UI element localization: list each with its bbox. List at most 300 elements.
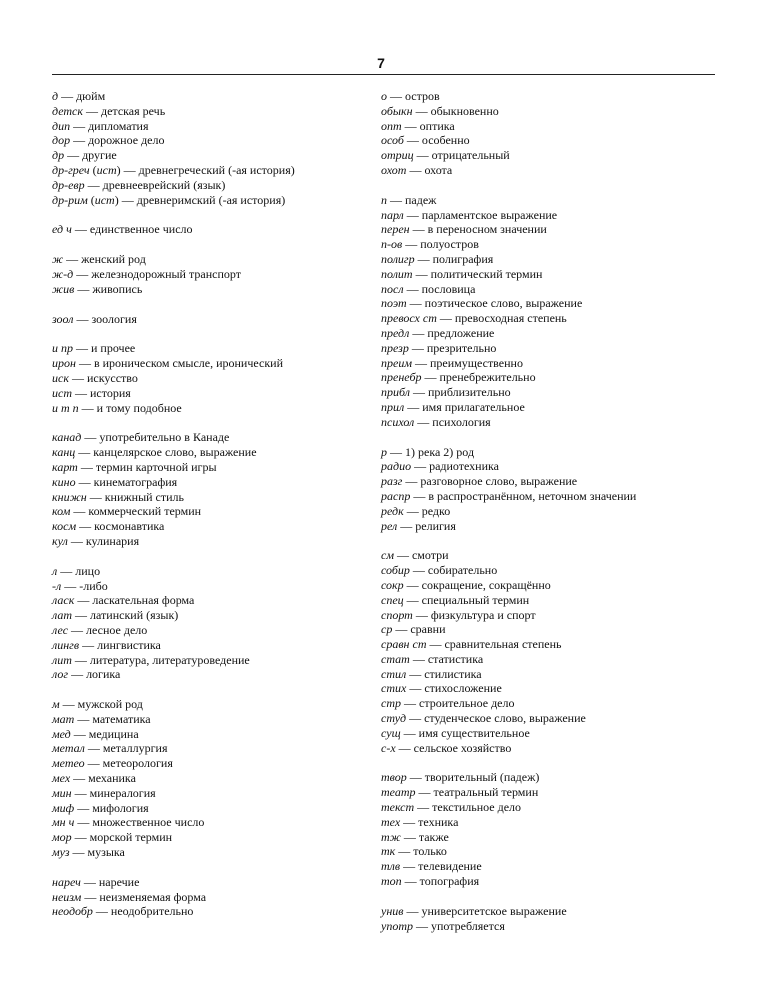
abbreviation: ирон	[52, 356, 76, 371]
abbreviation-entry: канц — канцелярское слово, выражение	[52, 445, 257, 460]
abbreviation-meaning: собирательно	[427, 563, 498, 578]
abbreviation: кул	[52, 533, 68, 548]
abbreviation: карт	[52, 459, 78, 474]
abbreviation-meaning: литература, литературоведение	[89, 652, 250, 667]
abbreviation-meaning: театральный термин	[433, 785, 539, 800]
abbreviation-entry: м — мужской род	[52, 697, 143, 712]
abbreviation-entry: лат — латинский (язык)	[52, 608, 179, 623]
abbreviation-entry: мед — медицина	[52, 726, 139, 741]
abbreviation-meaning: отрицательный	[431, 148, 510, 163]
abbreviation-meaning: специальный термин	[421, 592, 530, 607]
abbreviation: дор	[52, 133, 71, 148]
abbreviation-entry: обыкн — обыкновенно	[381, 103, 499, 118]
abbreviation: пренебр	[381, 370, 422, 385]
abbreviation: парл	[381, 207, 404, 222]
abbreviation-meaning: студенческое слово, выражение	[424, 711, 586, 726]
abbreviation-entry: текст — текстильное дело	[381, 800, 522, 815]
abbreviation-entry: лес — лесное дело	[52, 622, 148, 637]
abbreviation-group	[52, 697, 372, 860]
abbreviation-entry: нареч — наречие	[52, 874, 140, 889]
abbreviation-meaning: единственное число	[89, 222, 193, 237]
abbreviation-group	[52, 564, 372, 682]
abbreviation: неодобр	[52, 904, 93, 919]
abbreviation-entry: редк — редко	[381, 503, 451, 518]
abbreviation-meaning: термин карточной игры	[95, 459, 217, 474]
abbreviation-meaning: ласкательная форма	[92, 593, 195, 608]
abbreviation-meaning: имя существительное	[418, 725, 530, 740]
abbreviation: мн ч	[52, 815, 75, 830]
abbreviation-meaning: музыка	[87, 845, 125, 860]
abbreviation: лит	[52, 652, 72, 667]
abbreviation-meaning: разговорное слово, выражение	[420, 474, 578, 489]
abbreviation-meaning: редко	[421, 503, 451, 518]
abbreviation-entry: тж — также	[381, 829, 449, 844]
abbreviation-group	[52, 222, 372, 237]
abbreviation-entry: опт — оптика	[381, 118, 455, 133]
abbreviation-entry: полигр — полиграфия	[381, 251, 494, 266]
abbreviation-group	[381, 770, 701, 888]
abbreviation-meaning: только	[413, 844, 447, 859]
abbreviation-meaning: древнееврейский (язык)	[102, 177, 226, 192]
abbreviation-entry: сокр — сокращение, сокращённо	[381, 577, 551, 592]
abbreviation-entry: канад — употребительно в Канаде	[52, 430, 230, 445]
abbreviation-entry: топ — топография	[381, 874, 480, 889]
abbreviation-entry: детск — детская речь	[52, 103, 166, 118]
abbreviation: полит	[381, 266, 413, 281]
abbreviation: собир	[381, 563, 410, 578]
abbreviation: стр	[381, 696, 401, 711]
page-number: 7	[377, 55, 385, 71]
abbreviation-entry: мин — минералогия	[52, 785, 156, 800]
abbreviation-entry: лит — литература, литературоведение	[52, 652, 250, 667]
abbreviation-entry: радио — радиотехника	[381, 459, 500, 474]
abbreviation-meaning: 1) река 2) род	[405, 444, 475, 459]
abbreviation: см	[381, 548, 394, 563]
abbreviation-entry: ласк — ласкательная форма	[52, 593, 195, 608]
abbreviation-meaning: механика	[88, 771, 136, 786]
abbreviation: л	[52, 563, 58, 578]
abbreviation-entry: с-х — сельское хозяйство	[381, 740, 512, 755]
abbreviation-entry: ирон — в ироническом смысле, иронический	[52, 356, 284, 371]
abbreviation-meaning: университетское выражение	[421, 903, 567, 918]
abbreviation-meaning: кинематография	[93, 474, 178, 489]
abbreviation-entry: мн ч — множественное число	[52, 815, 205, 830]
abbreviation-meaning: физкультура и спорт	[430, 607, 536, 622]
abbreviation: рел	[381, 518, 398, 533]
abbreviation: п-ов	[381, 237, 403, 252]
abbreviation-entry: поэт — поэтическое слово, выражение	[381, 296, 583, 311]
abbreviation: ж	[52, 252, 64, 267]
abbreviation-group	[52, 875, 372, 919]
abbreviation: прибл	[381, 385, 410, 400]
abbreviation-group	[52, 341, 372, 415]
abbreviation: -л	[52, 578, 62, 593]
abbreviation-entry: стр — строительное дело	[381, 696, 515, 711]
abbreviation-meaning: канцелярское слово, выражение	[93, 445, 257, 460]
abbreviation-entry: преим — преимущественно	[381, 355, 523, 370]
abbreviation: стих	[381, 681, 407, 696]
abbreviation-entry: ср — сравни	[381, 622, 446, 637]
abbreviation-entry: кино — кинематография	[52, 474, 178, 489]
abbreviation: превосх ст	[381, 311, 437, 326]
abbreviation-qualifier: ист	[94, 192, 115, 207]
abbreviation-meaning: древнегреческий (-ая история)	[138, 162, 295, 177]
abbreviation: лес	[52, 622, 69, 637]
abbreviation-meaning: мифология	[92, 800, 149, 815]
abbreviation-group	[381, 89, 701, 178]
abbreviation-entry: жив — живопись	[52, 281, 143, 296]
abbreviation-entry: собир — собирательно	[381, 563, 498, 578]
abbreviation-entry: стих — стихосложение	[381, 681, 502, 696]
abbreviation-entry: книжн — книжный стиль	[52, 489, 185, 504]
abbreviation-meaning: медицина	[88, 726, 139, 741]
abbreviation-meaning: книжный стиль	[104, 489, 185, 504]
abbreviation-entry: прил — имя прилагательное	[381, 399, 525, 414]
right-column	[381, 89, 701, 948]
abbreviation-meaning: кулинария	[85, 533, 140, 548]
abbreviation: отриц	[381, 148, 414, 163]
abbreviation-entry: зоол — зоология	[52, 311, 137, 326]
abbreviation-meaning: приблизительно	[427, 385, 511, 400]
abbreviation-meaning: употребительно в Канаде	[99, 430, 230, 445]
abbreviation-meaning: и прочее	[91, 341, 136, 356]
abbreviation: ком	[52, 504, 71, 519]
abbreviation-meaning: неизменяемая форма	[99, 889, 207, 904]
abbreviation-meaning: стилистика	[424, 666, 482, 681]
abbreviation-meaning: пренебрежительно	[439, 370, 536, 385]
abbreviation: текст	[381, 800, 415, 815]
abbreviation-meaning: падеж	[405, 192, 437, 207]
abbreviation-entry: дор — дорожное дело	[52, 133, 165, 148]
abbreviation: полигр	[381, 251, 415, 266]
abbreviation: предл	[381, 325, 410, 340]
abbreviation-meaning: сельское хозяйство	[413, 740, 512, 755]
abbreviation: тех	[381, 814, 401, 829]
abbreviation-entry: ед ч — единственное число	[52, 222, 193, 237]
abbreviation-entry: охот — охота	[381, 162, 453, 177]
abbreviation-meaning: космонавтика	[94, 519, 165, 534]
abbreviation-entry: мор — морской термин	[52, 830, 173, 845]
abbreviation-entry: перен — в переносном значении	[381, 222, 547, 237]
abbreviation-meaning: поэтическое слово, выражение	[424, 296, 583, 311]
abbreviation-entry: тех — техника	[381, 814, 459, 829]
abbreviation: иск	[52, 370, 69, 385]
abbreviation-entry: употр — употребляется	[381, 918, 505, 933]
abbreviation-meaning: радиотехника	[429, 459, 500, 474]
abbreviation-group	[381, 445, 701, 534]
header-rule	[52, 74, 715, 75]
abbreviation-entry: метео — метеорология	[52, 756, 173, 771]
abbreviation-meaning: искусство	[86, 370, 138, 385]
abbreviation-entry: иск — искусство	[52, 370, 138, 385]
abbreviation: употр	[381, 918, 413, 933]
abbreviation-meaning: полиграфия	[432, 251, 494, 266]
abbreviation: метал	[52, 741, 85, 756]
abbreviation: др-рим	[52, 192, 88, 207]
abbreviation-entry: ж — женский род	[52, 252, 146, 267]
abbreviation-entry: -л — -либо	[52, 578, 108, 593]
abbreviation: мат	[52, 711, 75, 726]
abbreviation-group	[52, 430, 372, 548]
abbreviation: миф	[52, 800, 75, 815]
abbreviation-entry: стат — статистика	[381, 651, 484, 666]
abbreviation-entry: разг — разговорное слово, выражение	[381, 474, 578, 489]
abbreviation-group	[381, 193, 701, 430]
abbreviation-entry: п-ов — полуостров	[381, 237, 479, 252]
abbreviation-meaning: пословица	[421, 281, 476, 296]
abbreviation: тк	[381, 844, 396, 859]
abbreviation: перен	[381, 222, 410, 237]
abbreviation-meaning: стихосложение	[424, 681, 502, 696]
abbreviation-entry: ком — коммерческий термин	[52, 504, 202, 519]
abbreviation-entry: др-рим (ист) — древнеримский (-ая история)	[52, 192, 286, 207]
abbreviation: спец	[381, 592, 404, 607]
abbreviation: муз	[52, 845, 70, 860]
abbreviation: с-х	[381, 740, 396, 755]
abbreviation-entry: неизм — неизменяемая форма	[52, 889, 207, 904]
abbreviation-meaning: множественное число	[92, 815, 205, 830]
abbreviation-entry: лог — логика	[52, 667, 121, 682]
abbreviation: разг	[381, 474, 403, 489]
abbreviation-meaning: лесное дело	[86, 622, 148, 637]
abbreviation-meaning: лингвистика	[97, 637, 161, 652]
abbreviation: и т п	[52, 400, 79, 415]
abbreviation-entry: метал — металлургия	[52, 741, 168, 756]
abbreviation-entry: др — другие	[52, 148, 117, 163]
abbreviation-meaning: религия	[415, 518, 456, 533]
abbreviation: и пр	[52, 341, 73, 356]
abbreviation: унив	[381, 903, 404, 918]
abbreviation: детск	[52, 103, 83, 118]
abbreviation-entry: см — смотри	[381, 548, 449, 563]
abbreviation-entry: л — лицо	[52, 563, 101, 578]
abbreviation-entry: ист — история	[52, 385, 131, 400]
abbreviation-meaning: другие	[82, 148, 117, 163]
abbreviation-qualifier: ист	[96, 162, 117, 177]
abbreviation-meaning: в ироническом смысле, иронический	[93, 356, 284, 371]
abbreviation: мор	[52, 830, 72, 845]
abbreviation-entry: мат — математика	[52, 711, 151, 726]
abbreviation-meaning: дипломатия	[88, 118, 149, 133]
abbreviation-meaning: оптика	[419, 118, 455, 133]
abbreviation-meaning: древнеримский (-ая история)	[136, 192, 286, 207]
abbreviation-meaning: презрительно	[426, 340, 497, 355]
abbreviation-entry: прибл — приблизительно	[381, 385, 511, 400]
abbreviation-entry: сравн ст — сравнительная степень	[381, 637, 562, 652]
abbreviation: обыкн	[381, 103, 413, 118]
abbreviation: о	[381, 89, 387, 103]
abbreviation: поэт	[381, 296, 407, 311]
abbreviation-entry: парл — парламентское выражение	[381, 207, 558, 222]
abbreviation-group	[52, 89, 372, 207]
abbreviation-entry: психол — психология	[381, 414, 491, 429]
abbreviation: стил	[381, 666, 407, 681]
abbreviation-meaning: употребляется	[431, 918, 505, 933]
abbreviation-meaning: -либо	[79, 578, 108, 593]
abbreviation: др	[52, 148, 65, 163]
left-column	[52, 89, 372, 934]
abbreviation-meaning: латинский (язык)	[90, 608, 179, 623]
abbreviation-entry: др-греч (ист) — древнегреческий (-ая история)	[52, 162, 295, 177]
abbreviation: охот	[381, 162, 407, 177]
abbreviation-entry: презр — презрительно	[381, 340, 497, 355]
abbreviation-entry: посл — пословица	[381, 281, 476, 296]
abbreviation-entry: муз — музыка	[52, 845, 125, 860]
abbreviation: распр	[381, 488, 411, 503]
abbreviation-entry: др-евр — древнееврейский (язык)	[52, 177, 226, 192]
abbreviation: посл	[381, 281, 404, 296]
abbreviation: лат	[52, 608, 73, 623]
abbreviation-meaning: превосходная степень	[454, 311, 567, 326]
abbreviation-group	[381, 548, 701, 755]
abbreviation-meaning: сравнительная степень	[444, 637, 562, 652]
abbreviation: лог	[52, 667, 69, 682]
abbreviation: нареч	[52, 874, 81, 889]
abbreviation-meaning: и тому подобное	[96, 400, 182, 415]
abbreviation-meaning: творительный (падеж)	[424, 770, 540, 785]
abbreviation-entry: миф — мифология	[52, 800, 149, 815]
abbreviation: д	[52, 89, 59, 103]
abbreviation-meaning: текстильное дело	[432, 800, 522, 815]
abbreviation: спорт	[381, 607, 413, 622]
abbreviation-entry: косм — космонавтика	[52, 519, 165, 534]
abbreviation: сокр	[381, 577, 404, 592]
abbreviation: канад	[52, 430, 82, 445]
abbreviation: сущ	[381, 725, 401, 740]
abbreviation: кино	[52, 474, 76, 489]
abbreviation-meaning: метеорология	[102, 756, 173, 771]
abbreviation-meaning: техника	[418, 814, 459, 829]
abbreviation-entry: распр — в распространённом, неточном значении	[381, 488, 637, 503]
abbreviation-entry: и пр — и прочее	[52, 341, 136, 356]
abbreviation: книжн	[52, 489, 87, 504]
abbreviation-meaning: детская речь	[101, 103, 166, 118]
abbreviation-entry: стил — стилистика	[381, 666, 482, 681]
abbreviation-meaning: живопись	[92, 281, 143, 296]
abbreviation-entry: особ — особенно	[381, 133, 470, 148]
abbreviation-meaning: остров	[405, 89, 440, 103]
abbreviation: опт	[381, 118, 402, 133]
abbreviation-meaning: имя прилагательное	[422, 399, 525, 414]
abbreviation: радио	[381, 459, 412, 474]
abbreviation-meaning: женский род	[81, 252, 146, 267]
abbreviation: тлв	[381, 859, 401, 874]
abbreviation-meaning: в переносном значении	[427, 222, 547, 237]
abbreviation: твор	[381, 770, 407, 785]
abbreviation: канц	[52, 445, 76, 460]
abbreviation: др-греч	[52, 162, 90, 177]
abbreviation: прил	[381, 399, 405, 414]
abbreviation: ед ч	[52, 222, 72, 237]
abbreviation-meaning: металлургия	[102, 741, 168, 756]
abbreviation-entry: тлв — телевидение	[381, 859, 482, 874]
abbreviation-entry: спорт — физкультура и спорт	[381, 607, 536, 622]
abbreviation-entry: п — падеж	[381, 192, 437, 207]
abbreviation: зоол	[52, 311, 74, 326]
abbreviation-entry: тк — только	[381, 844, 447, 859]
abbreviation: дип	[52, 118, 71, 133]
abbreviation: косм	[52, 519, 77, 534]
abbreviation: ж-д	[52, 266, 74, 281]
abbreviation-entry: рел — религия	[381, 518, 456, 533]
abbreviation: р	[381, 444, 387, 459]
abbreviation: тж	[381, 829, 401, 844]
abbreviation-group	[381, 904, 701, 934]
abbreviation: ласк	[52, 593, 75, 608]
abbreviation-meaning: смотри	[411, 548, 449, 563]
abbreviation-entry: сущ — имя существительное	[381, 725, 530, 740]
abbreviation-entry: лингв — лингвистика	[52, 637, 161, 652]
abbreviation: студ	[381, 711, 407, 726]
abbreviation-meaning: политический термин	[430, 266, 543, 281]
abbreviation-group	[52, 252, 372, 296]
abbreviation: презр	[381, 340, 409, 355]
abbreviation: жив	[52, 281, 75, 296]
abbreviation-meaning: психология	[432, 414, 491, 429]
abbreviation: мин	[52, 785, 72, 800]
abbreviation-entry: студ — студенческое слово, выражение	[381, 711, 586, 726]
abbreviation-meaning: математика	[92, 711, 151, 726]
abbreviation-meaning: коммерческий термин	[88, 504, 202, 519]
abbreviation-meaning: преимущественно	[429, 355, 523, 370]
abbreviation-entry: дип — дипломатия	[52, 118, 149, 133]
abbreviation: психол	[381, 414, 415, 429]
abbreviation-meaning: неодобрительно	[110, 904, 194, 919]
abbreviation-entry: предл — предложение	[381, 325, 495, 340]
abbreviation-meaning: минералогия	[89, 785, 156, 800]
abbreviation-entry: неодобр — неодобрительно	[52, 904, 194, 919]
abbreviation-entry: превосх ст — превосходная степень	[381, 311, 567, 326]
abbreviation: ист	[52, 385, 72, 400]
abbreviation-meaning: дюйм	[76, 89, 106, 103]
abbreviation: топ	[381, 874, 402, 889]
abbreviation-entry: р — 1) река 2) род	[381, 444, 475, 459]
abbreviation-entry: карт — термин карточной игры	[52, 459, 217, 474]
abbreviation-entry: унив — университетское выражение	[381, 903, 567, 918]
abbreviation: стат	[381, 651, 410, 666]
abbreviation-meaning: морской термин	[89, 830, 173, 845]
abbreviation-entry: отриц — отрицательный	[381, 148, 510, 163]
abbreviation-meaning: строительное дело	[419, 696, 515, 711]
abbreviation-entry: твор — творительный (падеж)	[381, 770, 540, 785]
abbreviation-meaning: парламентское выражение	[421, 207, 558, 222]
abbreviation: метео	[52, 756, 85, 771]
abbreviation: театр	[381, 785, 416, 800]
abbreviation-entry: театр — театральный термин	[381, 785, 539, 800]
abbreviation-entry: о — остров	[381, 89, 440, 103]
abbreviation-meaning: топография	[419, 874, 480, 889]
abbreviation: мед	[52, 726, 71, 741]
abbreviation-meaning: статистика	[427, 651, 484, 666]
abbreviation-meaning: лицо	[75, 563, 101, 578]
abbreviation-meaning: железнодорожный транспорт	[91, 266, 241, 281]
abbreviation-entry: ж-д — железнодорожный транспорт	[52, 266, 241, 281]
abbreviation-meaning: сокращение, сокращённо	[421, 577, 551, 592]
abbreviation-meaning: зоология	[91, 311, 137, 326]
abbreviation-meaning: полуостров	[420, 237, 479, 252]
abbreviation-meaning: особенно	[421, 133, 470, 148]
abbreviation: лингв	[52, 637, 80, 652]
abbreviation: сравн ст	[381, 637, 427, 652]
abbreviation: редк	[381, 503, 404, 518]
abbreviation: особ	[381, 133, 404, 148]
abbreviation-entry: мех — механика	[52, 771, 136, 786]
abbreviation-entry: и т п — и тому подобное	[52, 400, 182, 415]
abbreviation: ср	[381, 622, 393, 637]
abbreviation-entry: кул — кулинария	[52, 533, 140, 548]
abbreviation: п	[381, 192, 387, 207]
abbreviation: мех	[52, 771, 71, 786]
